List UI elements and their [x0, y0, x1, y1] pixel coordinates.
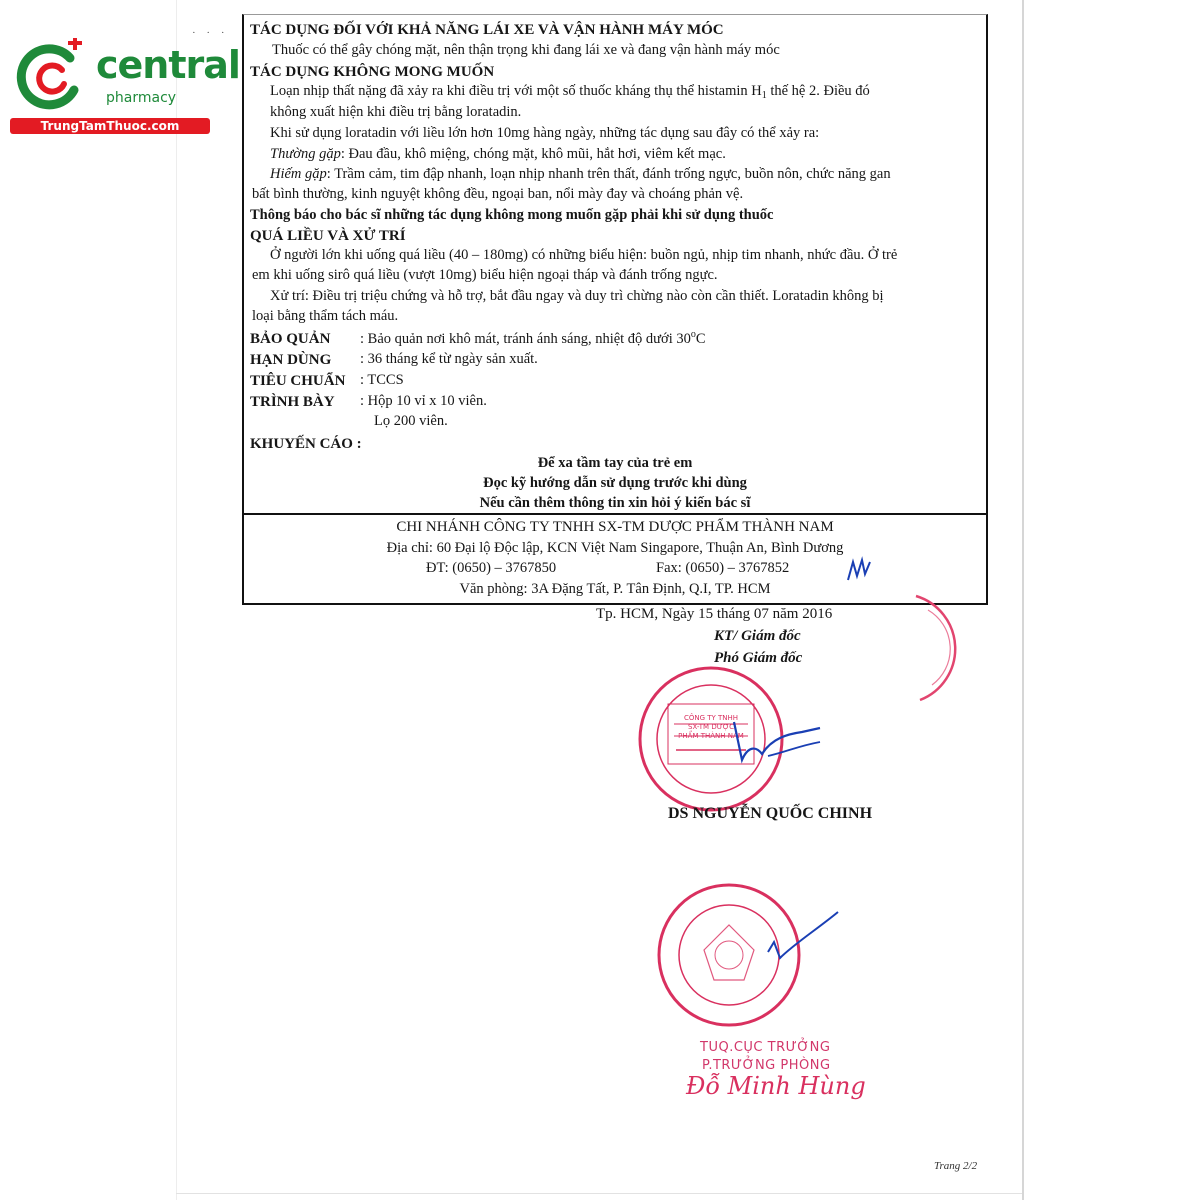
notify-doctor: Thông báo cho bác sĩ những tác dụng không mong muốn gặp phải khi sử dụng thuốc	[250, 207, 774, 223]
expiry-text: : 36 tháng kể từ ngày sản xuất.	[360, 351, 538, 367]
sign-date: Tp. HCM, Ngày 15 tháng 07 năm 2016	[596, 606, 833, 622]
page-edge-right	[1022, 0, 1024, 1200]
role-vice-director: Phó Giám đốc	[714, 650, 803, 666]
standard-text: : TCCS	[360, 372, 404, 388]
central-pharmacy-logo[interactable]	[10, 38, 240, 138]
page-bottom-edge	[176, 1193, 1022, 1194]
side-effects-title: TÁC DỤNG KHÔNG MONG MUỐN	[250, 64, 495, 80]
company-stamp-text: CÔNG TY TNHH SX-TM DƯỢC PHẨM THÀNH NAM	[678, 714, 744, 740]
common-label: Thường gặp	[270, 146, 341, 162]
overdose-p1b: em khi uống sirô quá liều (vượt 10mg) biểu hiện ngoại tháp và đánh trống ngực.	[252, 267, 718, 283]
ministry-line-1: TUQ.CỤC TRƯỞNG	[700, 1040, 831, 1055]
ministry-signature-icon	[764, 908, 844, 968]
edge-stamp-icon	[906, 590, 966, 710]
ministry-line-2: P.TRƯỞNG PHÒNG	[702, 1058, 831, 1073]
driving-text: Thuốc có thể gây chóng mặt, nên thận trọng khi đang lái xe và đang vận hành máy móc	[272, 42, 780, 58]
h1-subscript: 1	[761, 90, 767, 101]
company-office: Văn phòng: 3A Đặng Tất, P. Tân Định, Q.I, TP. HCM	[459, 581, 771, 597]
logo-subtitle: pharmacy	[106, 90, 177, 106]
standard-label: TIÊU CHUẨN	[250, 373, 346, 389]
rare-label: Hiếm gặp	[270, 166, 327, 182]
storage-text	[360, 329, 706, 348]
footer-separator	[244, 513, 986, 515]
warning-3: Nếu cần thêm thông tin xin hỏi ý kiến bác sĩ	[479, 495, 751, 511]
pack-text-2: Lọ 200 viên.	[374, 413, 448, 429]
role-director: KT/ Giám đốc	[714, 628, 801, 644]
company-address: Địa chỉ: 60 Đại lộ Độc lập, KCN Việt Nam Singapore, Thuận An, Bình Dương	[386, 540, 844, 556]
side-effects-p1-end: thế hệ 2. Điều đó	[766, 83, 870, 99]
side-effects-p1	[270, 83, 870, 102]
company-phone: ĐT: (0650) – 3767850	[426, 560, 557, 576]
overdose-title: QUÁ LIỀU VÀ XỬ TRÍ	[250, 228, 406, 244]
page-number: Trang 2/2	[934, 1160, 978, 1172]
warning-2: Đọc kỹ hướng dẫn sử dụng trước khi dùng	[483, 475, 747, 491]
overdose-p1a: Ở người lớn khi uống quá liều (40 – 180mg) có những biểu hiện: buồn ngủ, nhịp tim nhanh, nhức đầu. Ở trẻ	[270, 247, 898, 263]
warning-1: Để xa tầm tay của trẻ em	[537, 455, 693, 471]
rare-text: : Trầm cảm, tim đập nhanh, loạn nhịp nhanh trên thất, đánh trống ngực, buồn nôn, chức năng gan	[326, 166, 891, 182]
initial-mark-icon	[845, 556, 873, 584]
company-fax: Fax: (0650) – 3767852	[656, 560, 790, 576]
storage-text-main: : Bảo quản nơi khô mát, tránh ánh sáng, nhiệt độ dưới 30	[360, 331, 691, 347]
pack-label: TRÌNH BÀY	[250, 394, 335, 410]
side-effects-p2: Khi sử dụng loratadin với liều lớn hơn 10mg hàng ngày, những tác dụng sau đây có thể xảy ra:	[270, 125, 820, 141]
signer-name: DS NGUYỄN QUỐC CHINH	[668, 805, 873, 822]
scan-dots: · · ·	[192, 27, 229, 39]
company-name: CHI NHÁNH CÔNG TY TNHH SX-TM DƯỢC PHẨM THÀNH NAM	[396, 519, 834, 535]
pack-text-1: : Hộp 10 vỉ x 10 viên.	[360, 393, 487, 409]
rare-effects	[270, 166, 891, 183]
driving-title: TÁC DỤNG ĐỐI VỚI KHẢ NĂNG LÁI XE VÀ VẬN HÀNH MÁY MÓC	[250, 22, 724, 38]
logo-name: central	[96, 43, 240, 87]
overdose-p2b: loại bằng thẩm tách máu.	[252, 308, 399, 324]
overdose-p2a: Xử trí: Điều trị triệu chứng và hỗ trợ, bắt đầu ngay và duy trì chừng nào còn cần thiết. Loratadin không bị	[270, 288, 884, 304]
storage-label: BẢO QUẢN	[250, 331, 331, 347]
side-effects-p1b: không xuất hiện khi điều trị bằng loratadin.	[270, 104, 522, 120]
common-text: : Đau đầu, khô miệng, chóng mặt, khô mũi, hắt hơi, viêm kết mạc.	[340, 146, 726, 162]
director-signature-icon	[728, 716, 828, 776]
degree-sup: o	[690, 329, 696, 340]
common-effects	[270, 146, 726, 163]
expiry-label: HẠN DÙNG	[250, 352, 332, 368]
side-effects-p1-text: Loạn nhịp thất nặng đã xảy ra khi điều trị với một số thuốc kháng thụ thể histamin H	[270, 83, 762, 99]
page-edge-left	[176, 0, 177, 1200]
storage-unit: C	[695, 331, 706, 347]
logo-site-banner: TrungTamThuoc.com	[10, 118, 210, 134]
logo-mark-icon	[10, 38, 90, 114]
rare-effects-2: bất bình thường, kinh nguyệt không đều, ngoại ban, nổi mày đay và choáng phản vệ.	[252, 186, 744, 202]
warning-label: KHUYẾN CÁO :	[250, 436, 362, 452]
leaflet-box	[242, 14, 988, 605]
ministry-signer: Đỗ Minh Hùng	[686, 1072, 866, 1100]
